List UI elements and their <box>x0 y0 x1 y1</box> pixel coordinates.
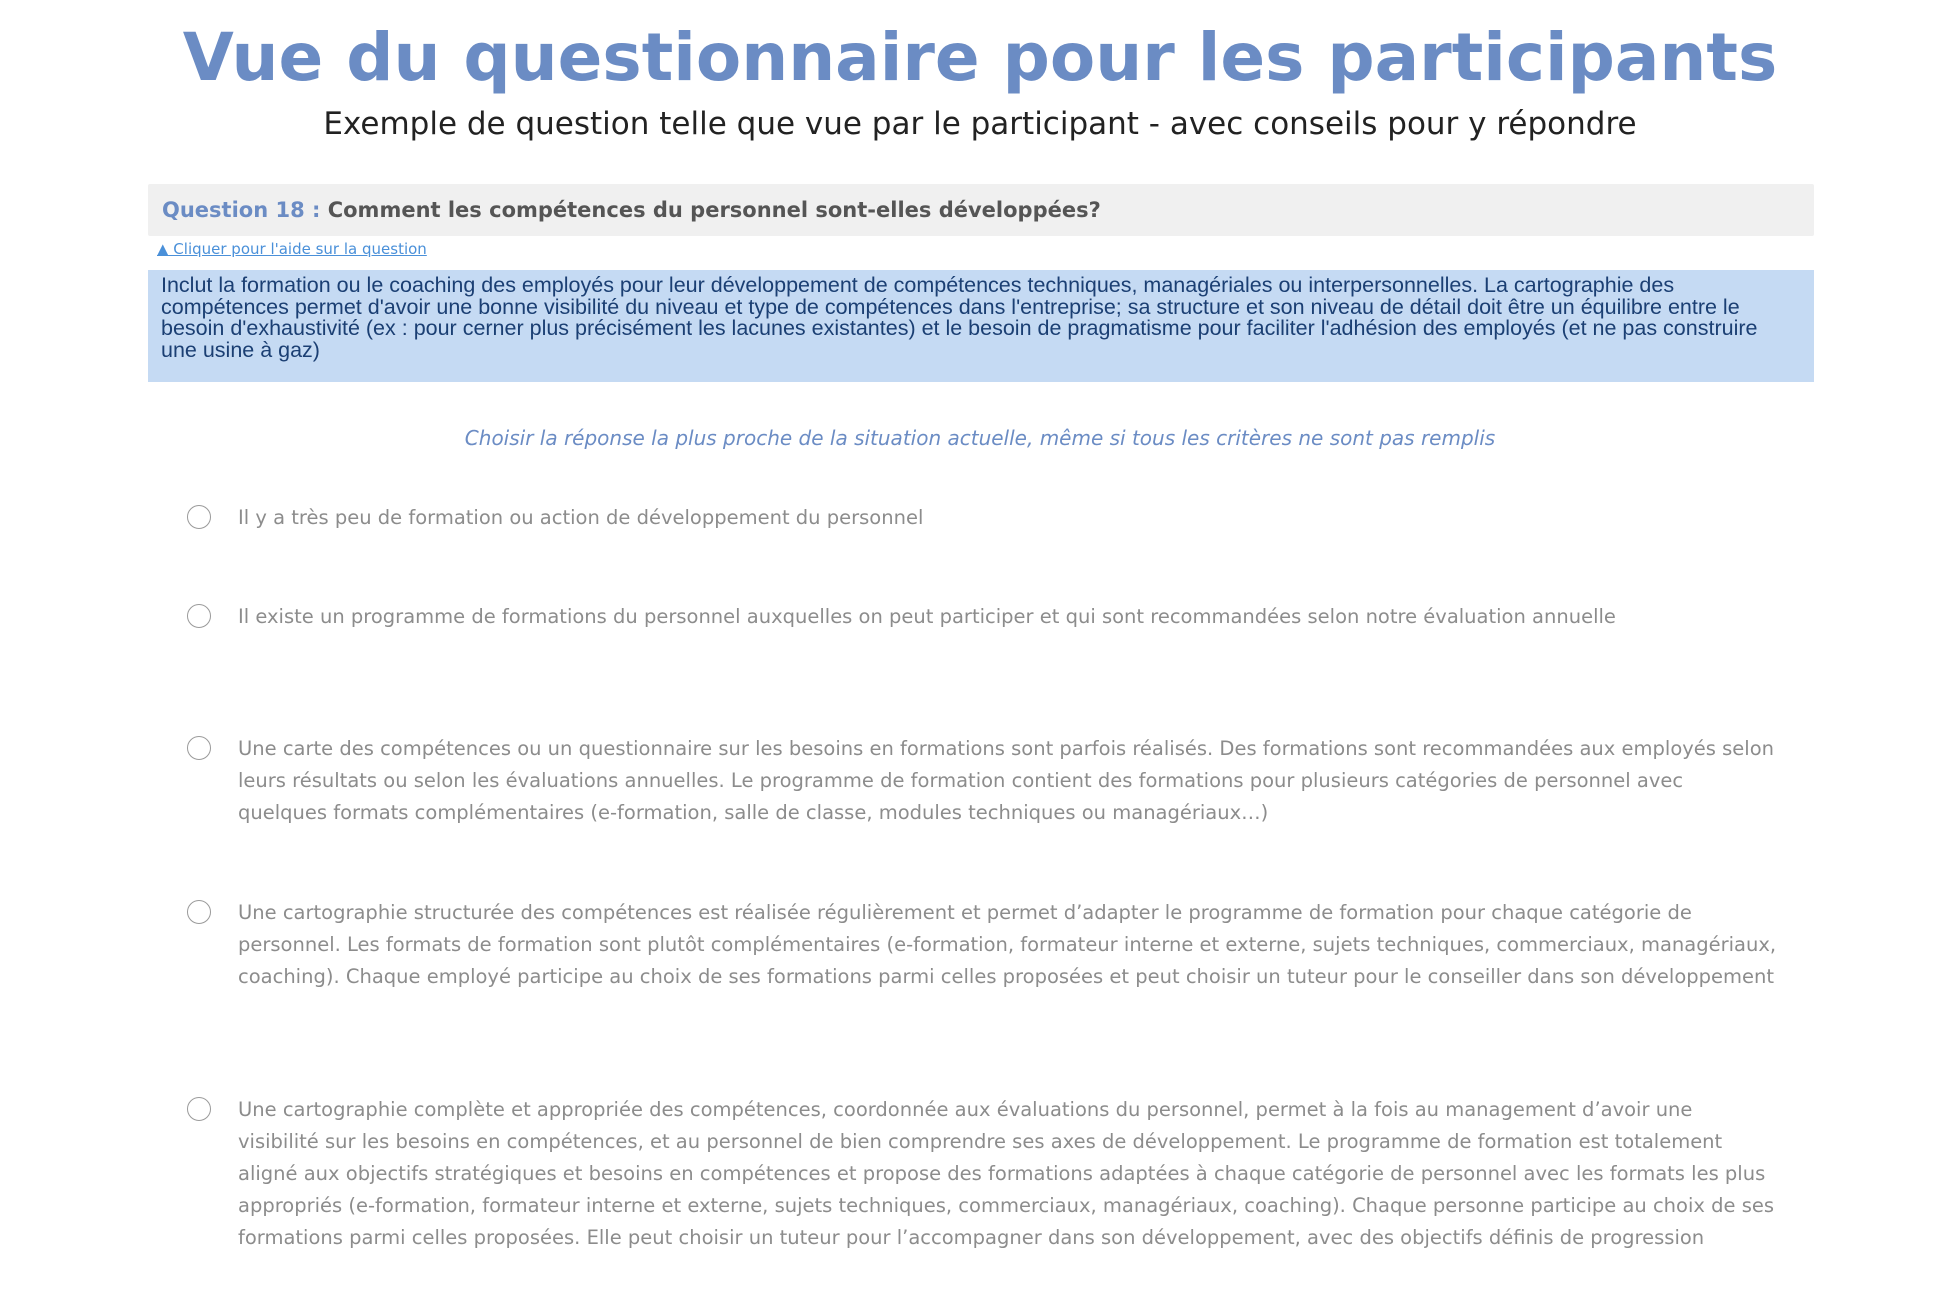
page-title: Vue du questionnaire pour les participants <box>182 19 1778 96</box>
answer-option-label[interactable]: Il y a très peu de formation ou action de développement du personnel <box>238 506 924 529</box>
answer-option-label[interactable]: Il existe un programme de formations du personnel auxquelles on peut participer et qui sont recommandées selon notre évaluation annuelle <box>238 605 1616 628</box>
question-number: Question 18 : <box>162 198 321 222</box>
help-panel: Inclut la formation ou le coaching des employés pour leur développement de compétences techniques, managériales ou interpersonnelles. La cartographie des compétences permet d'avoir une bonne visibilité du niveau et type de compétences dans l'entreprise; sa structure et son niveau de détail doit être un équilibre entre le besoin d'exhaustivité (ex : pour cerner plus précisément les lacunes existantes) et le besoin de pragmatisme pour faciliter l'adhésion des employés (et ne pas construire une usine à gaz) <box>148 270 1814 382</box>
question-text: Comment les compétences du personnel sont-elles développées? <box>327 198 1101 222</box>
radio-button-5[interactable] <box>187 1097 211 1121</box>
radio-button-2[interactable] <box>187 604 211 628</box>
answer-option-label[interactable]: Une cartographie complète et appropriée des compétences, coordonnée aux évaluations du personnel, permet à la fois au management d’avoir une visibilité sur les besoins en compétences, et au personnel de bien comprendre ses axes de développement. Le programme de formation est totalement aligné aux objectifs stratégiques et besoins en compétences et propose des formations adaptées à chaque catégorie de personnel avec les formats les plus appropriés (e-formation, formateur interne et externe, sujets techniques, commerciaux, managériaux, coaching). Chaque personne participe au choix de ses formations parmi celles proposées. Elle peut choisir un tuteur pour l’accompagner dans son développement, avec des objectifs définis de progression <box>238 1098 1775 1249</box>
page-subtitle: Exemple de question telle que vue par le participant - avec conseils pour y répondre <box>323 106 1637 142</box>
radio-button-4[interactable] <box>187 900 211 924</box>
answer-instruction: Choisir la réponse la plus proche de la situation actuelle, même si tous les critères ne sont pas remplis <box>464 426 1496 450</box>
question-header <box>148 184 1814 236</box>
radio-button-1[interactable] <box>187 505 211 529</box>
answer-option-label[interactable]: Une carte des compétences ou un questionnaire sur les besoins en formations sont parfois réalisés. Des formations sont recommandées aux employés selon leurs résultats ou selon les évaluations annuelles. Le programme de formation contient des formations pour plusieurs catégories de personnel avec quelques formats complémentaires (e-formation, salle de classe, modules techniques ou managériaux…) <box>238 737 1775 824</box>
help-toggle-link[interactable]: ▲ Cliquer pour l'aide sur la question <box>157 240 427 258</box>
radio-button-3[interactable] <box>187 736 211 760</box>
answer-option-label[interactable]: Une cartographie structurée des compétences est réalisée régulièrement et permet d’adapter le programme de formation pour chaque catégorie de personnel. Les formats de formation sont plutôt complémentaires (e-formation, formateur interne et externe, sujets techniques, commerciaux, managériaux, coaching). Chaque employé participe au choix de ses formations parmi celles proposées et peut choisir un tuteur pour le conseiller dans son développement <box>238 901 1777 988</box>
